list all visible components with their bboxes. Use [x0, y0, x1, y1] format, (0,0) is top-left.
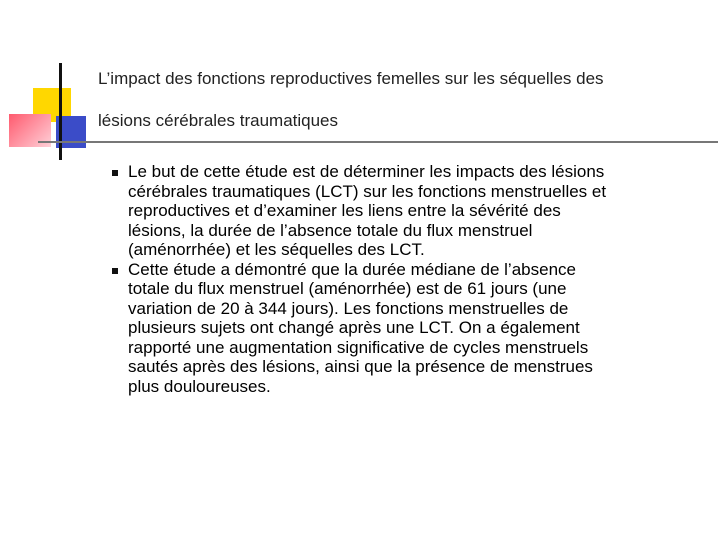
bullet-item-2	[112, 260, 692, 397]
bullet-1-line-3: reproductives et d’examiner les liens entre la sévérité des	[128, 201, 561, 220]
bullet-1-line-2: cérébrales traumatiques (LCT) sur les fonctions menstruelles et	[128, 181, 607, 201]
slide-title	[98, 58, 708, 142]
bullet-1-line-5: (aménorrhée) et les séquelles des LCT.	[128, 240, 425, 259]
bullet-2-line-4: plusieurs sujets ont changé après une LCT. On a également	[128, 318, 580, 337]
bullet-2-line-3: variation de 20 à 344 jours). Les fonctions menstruelles de	[128, 298, 569, 318]
bullet-2-line-7: plus douloureuses.	[128, 376, 271, 396]
bullet-1-line-4: lésions, la durée de l’absence totale du flux menstruel	[128, 220, 533, 240]
bullet-2-line-6: sautés après des lésions, ainsi que la présence de menstrues	[128, 357, 593, 376]
bullet-square-icon	[112, 268, 118, 274]
bullet-square-icon	[112, 170, 118, 176]
bullet-2-line-2: totale du flux menstruel (aménorrhée) est de 61 jours (une	[128, 279, 567, 298]
bullet-1-line-1: Le but de cette étude est de déterminer les impacts des lésions	[128, 162, 605, 181]
slide-title-line-1: L’impact des fonctions reproductives femelles sur les séquelles des	[98, 69, 604, 88]
decorative-vertical-line	[59, 63, 62, 160]
bullet-list	[112, 162, 692, 396]
slide-title-line-2: lésions cérébrales traumatiques	[98, 111, 339, 130]
bullet-item-1	[112, 162, 692, 260]
bullet-2-line-1: Cette étude a démontré que la durée médiane de l’absence	[128, 259, 576, 279]
bullet-2-line-5: rapporté une augmentation significative de cycles menstruels	[128, 337, 589, 357]
